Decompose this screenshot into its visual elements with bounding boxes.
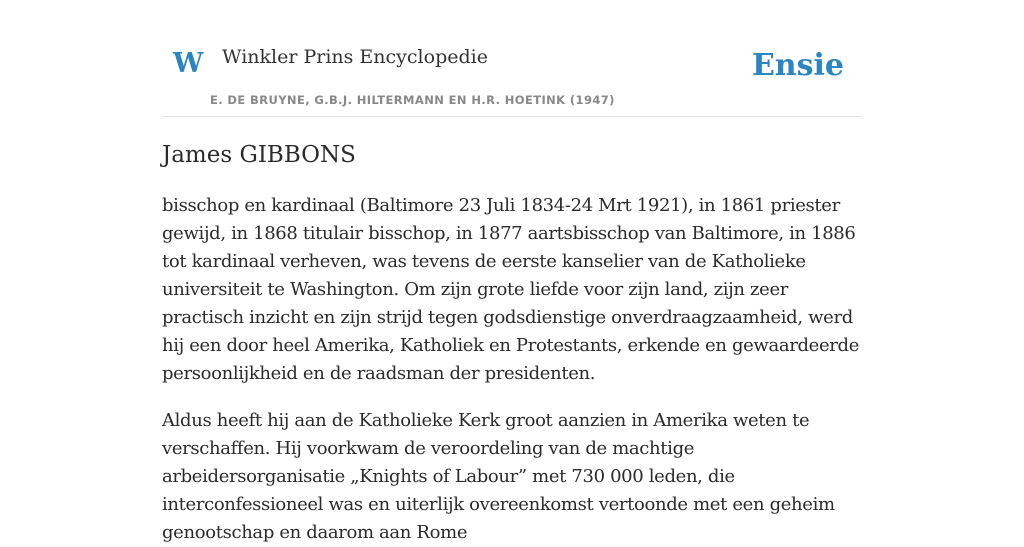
authors-line: E. DE BRUYNE, G.B.J. HILTERMANN EN H.R. HOETINK (1947) [210,93,615,107]
article [162,138,862,547]
article-paragraph: Aldus heeft hij aan de Katholieke Kerk groot aanzien in Amerika weten te verschaffen. Hij voorkwam de veroordeling van de machtige arbeidersorganisatie „Knights of Labour” met 730 000 leden, die interconfessioneel was en uiterlijk overeenkomst vertoonde met een geheim genootschap en daarom aan Rome [162,410,835,543]
article-paragraph: bisschop en kardinaal (Baltimore 23 Juli 1834-24 Mrt 1921), in 1861 priester gewijd, in 1868 titulair bisschop, in 1877 aartsbisschop van Baltimore, in 1886 tot kardinaal verheven, was tevens de eerste kanselier van de Katholieke universiteit te Washington. Om zijn grote liefde voor zijn land, zijn zeer practisch inzicht en zijn strijd tegen godsdienstige onverdraagzaamheid, werd hij een door heel Amerika, Katholiek en Protestants, erkende en gewaardeerde persoonlijkheid en de raadsman der presidenten. [162,195,860,384]
site-header [162,0,862,117]
site-logo-icon[interactable]: W [173,48,204,79]
article-title: James GIBBONS [162,142,356,168]
site-title[interactable]: Winkler Prins Encyclopedie [222,46,488,68]
brand-link[interactable]: Ensie [751,48,844,83]
